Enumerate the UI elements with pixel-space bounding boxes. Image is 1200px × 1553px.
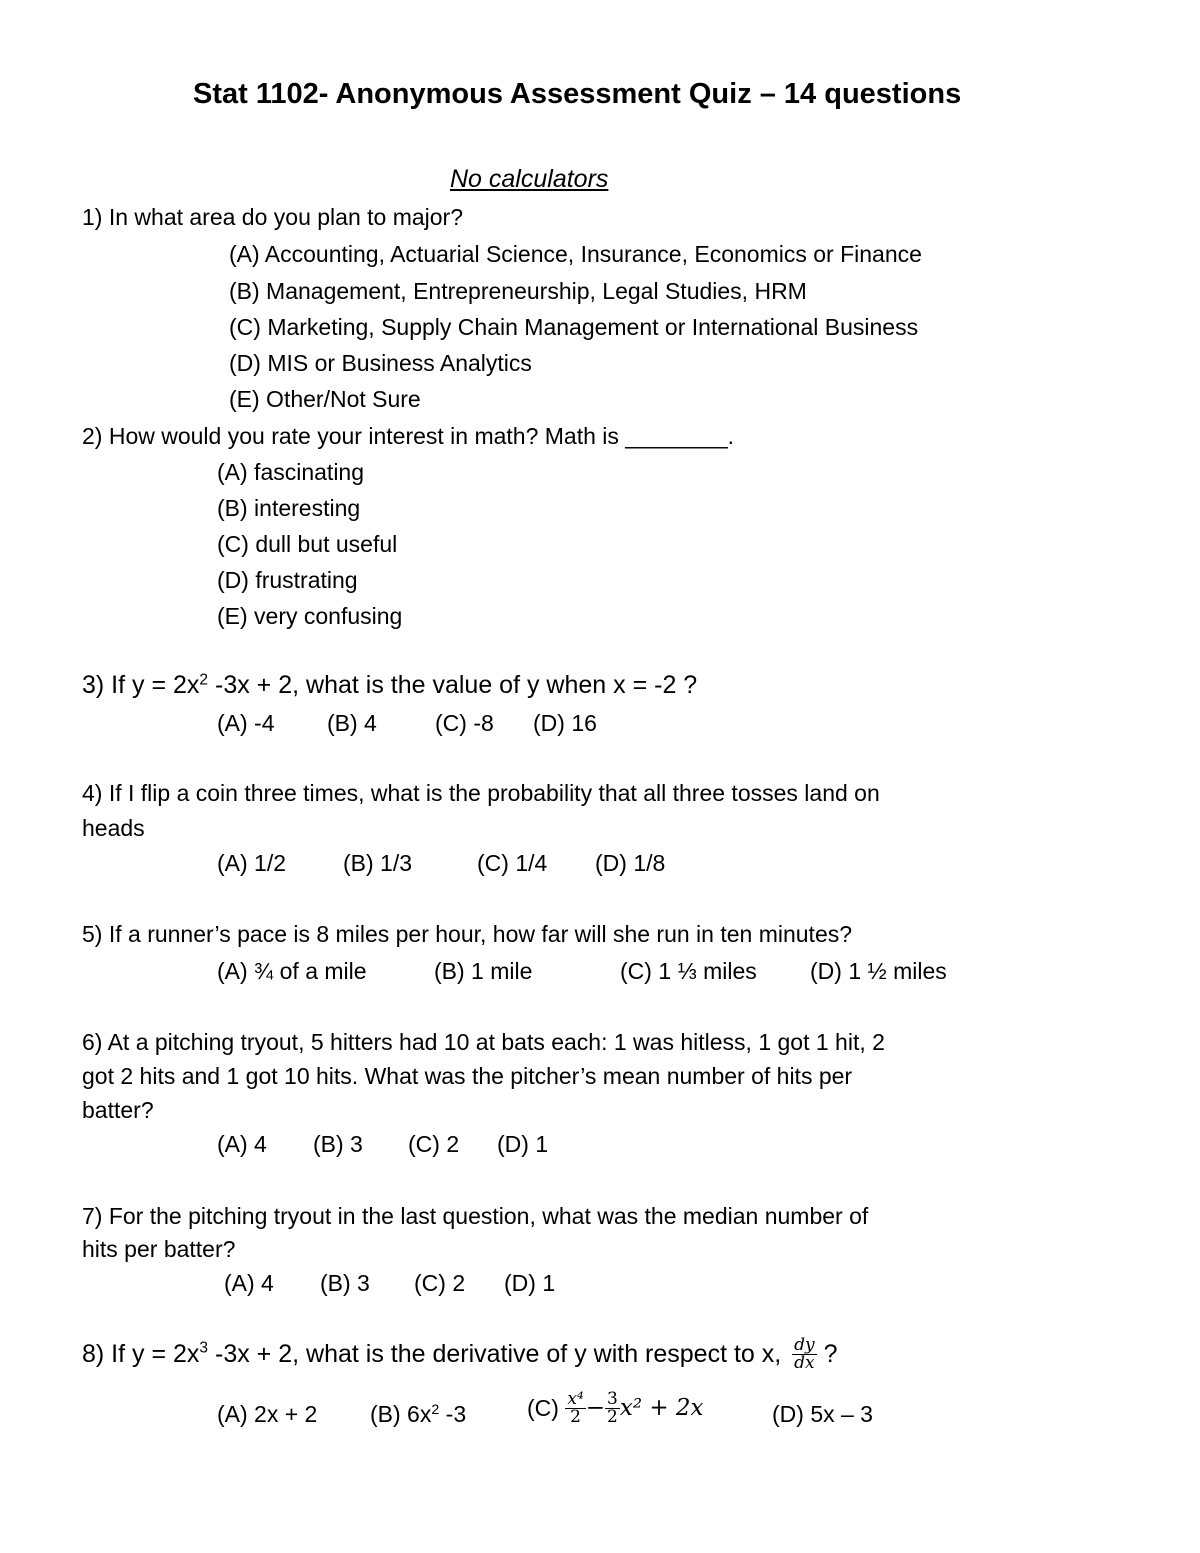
q8-option-b	[370, 1403, 466, 1426]
question-1: 1) In what area do you plan to major?	[82, 204, 464, 230]
q4-option-d: (D) 1/8	[595, 850, 666, 876]
q8-prefix: 8) If y = 2x	[82, 1340, 200, 1368]
q5-option-b: (B) 1 mile	[434, 958, 533, 984]
fraction-2-numerator: 3	[607, 1389, 618, 1409]
q8-option-c-fraction-2	[605, 1391, 620, 1426]
q8-option-a: (A) 2x + 2	[217, 1401, 318, 1427]
q3-exponent: 2	[199, 671, 209, 689]
page-subtitle: No calculators	[450, 165, 609, 193]
q8-option-b-suffix: -3	[439, 1401, 467, 1427]
q6-option-d: (D) 1	[497, 1131, 549, 1157]
q4-option-b: (B) 1/3	[343, 850, 413, 876]
fraction-1-denominator: 2	[570, 1407, 581, 1427]
question-4-line-2: heads	[82, 815, 145, 841]
q8-option-c-label: (C)	[527, 1395, 559, 1421]
q8-exponent: 3	[199, 1339, 209, 1357]
q8-option-c-minus: −	[585, 1395, 606, 1421]
fraction-numerator: dy	[794, 1335, 815, 1355]
question-7-line-2: hits per batter?	[82, 1236, 236, 1262]
question-6-line-2: got 2 hits and 1 got 10 hits. What was the pitcher’s mean number of hits per	[82, 1063, 853, 1089]
q5-option-d: (D) 1 ½ miles	[810, 958, 947, 984]
fraction-denominator: dx	[794, 1353, 815, 1373]
q7-option-d: (D) 1	[504, 1270, 556, 1296]
q7-option-b: (B) 3	[320, 1270, 370, 1296]
question-6-line-3: batter?	[82, 1097, 154, 1123]
q2-option-e: (E) very confusing	[217, 603, 403, 629]
q3-prefix: 3) If y = 2x	[82, 671, 200, 699]
q8-suffix: -3x + 2, what is the derivative of y with respect to x,	[208, 1340, 782, 1368]
q4-option-c: (C) 1/4	[477, 850, 548, 876]
q3-option-c: (C) -8	[435, 710, 494, 736]
q8-option-b-prefix: (B) 6x	[370, 1401, 432, 1427]
q2-option-c: (C) dull but useful	[217, 531, 398, 557]
q6-option-a: (A) 4	[217, 1131, 267, 1157]
question-5: 5) If a runner’s pace is 8 miles per hour, how far will she run in ten minutes?	[82, 921, 853, 947]
fraction-2-denominator: 2	[607, 1407, 618, 1427]
q1-option-d: (D) MIS or Business Analytics	[229, 350, 532, 376]
question-6-line-1: 6) At a pitching tryout, 5 hitters had 10 at bats each: 1 was hitless, 1 got 1 hit, 2	[82, 1029, 885, 1055]
question-3	[82, 673, 697, 698]
q2-option-b: (B) interesting	[217, 495, 361, 521]
q8-end: ?	[816, 1340, 838, 1368]
q8-option-d: (D) 5x – 3	[772, 1401, 873, 1427]
q7-option-c: (C) 2	[414, 1270, 466, 1296]
q8-option-c	[527, 1391, 704, 1426]
q3-option-d: (D) 16	[533, 710, 597, 736]
question-4-line-1: 4) If I flip a coin three times, what is the probability that all three tosses land on	[82, 780, 880, 806]
q1-option-c: (C) Marketing, Supply Chain Management or International Business	[229, 314, 919, 340]
q7-option-a: (A) 4	[224, 1270, 274, 1296]
q8-option-c-tail: x² + 2x	[619, 1395, 704, 1421]
q8-option-c-fraction-1	[565, 1391, 585, 1426]
page-title: Stat 1102- Anonymous Assessment Quiz – 14 questions	[193, 78, 962, 110]
q5-option-a: (A) ¾ of a mile	[217, 958, 367, 984]
question-2: 2) How would you rate your interest in math? Math is ________.	[82, 423, 735, 449]
q3-suffix: -3x + 2, what is the value of y when x = -2 ?	[208, 671, 698, 699]
q2-option-d: (D) frustrating	[217, 567, 358, 593]
q5-option-c: (C) 1 ⅓ miles	[620, 958, 757, 984]
q1-option-b: (B) Management, Entrepreneurship, Legal Studies, HRM	[229, 278, 807, 304]
q3-option-a: (A) -4	[217, 710, 275, 736]
question-7-line-1: 7) For the pitching tryout in the last question, what was the median number of	[82, 1203, 869, 1229]
question-8	[82, 1337, 838, 1372]
q8-option-b-exponent: 2	[431, 1402, 440, 1419]
q2-option-a: (A) fascinating	[217, 459, 365, 485]
q3-option-b: (B) 4	[327, 710, 377, 736]
q6-option-b: (B) 3	[313, 1131, 363, 1157]
dy-dx-fraction	[792, 1337, 817, 1372]
q4-option-a: (A) 1/2	[217, 850, 287, 876]
q6-option-c: (C) 2	[408, 1131, 460, 1157]
q1-option-e: (E) Other/Not Sure	[229, 386, 421, 412]
fraction-1-numerator: x⁴	[567, 1389, 584, 1409]
q1-option-a: (A) Accounting, Actuarial Science, Insurance, Economics or Finance	[229, 241, 922, 267]
